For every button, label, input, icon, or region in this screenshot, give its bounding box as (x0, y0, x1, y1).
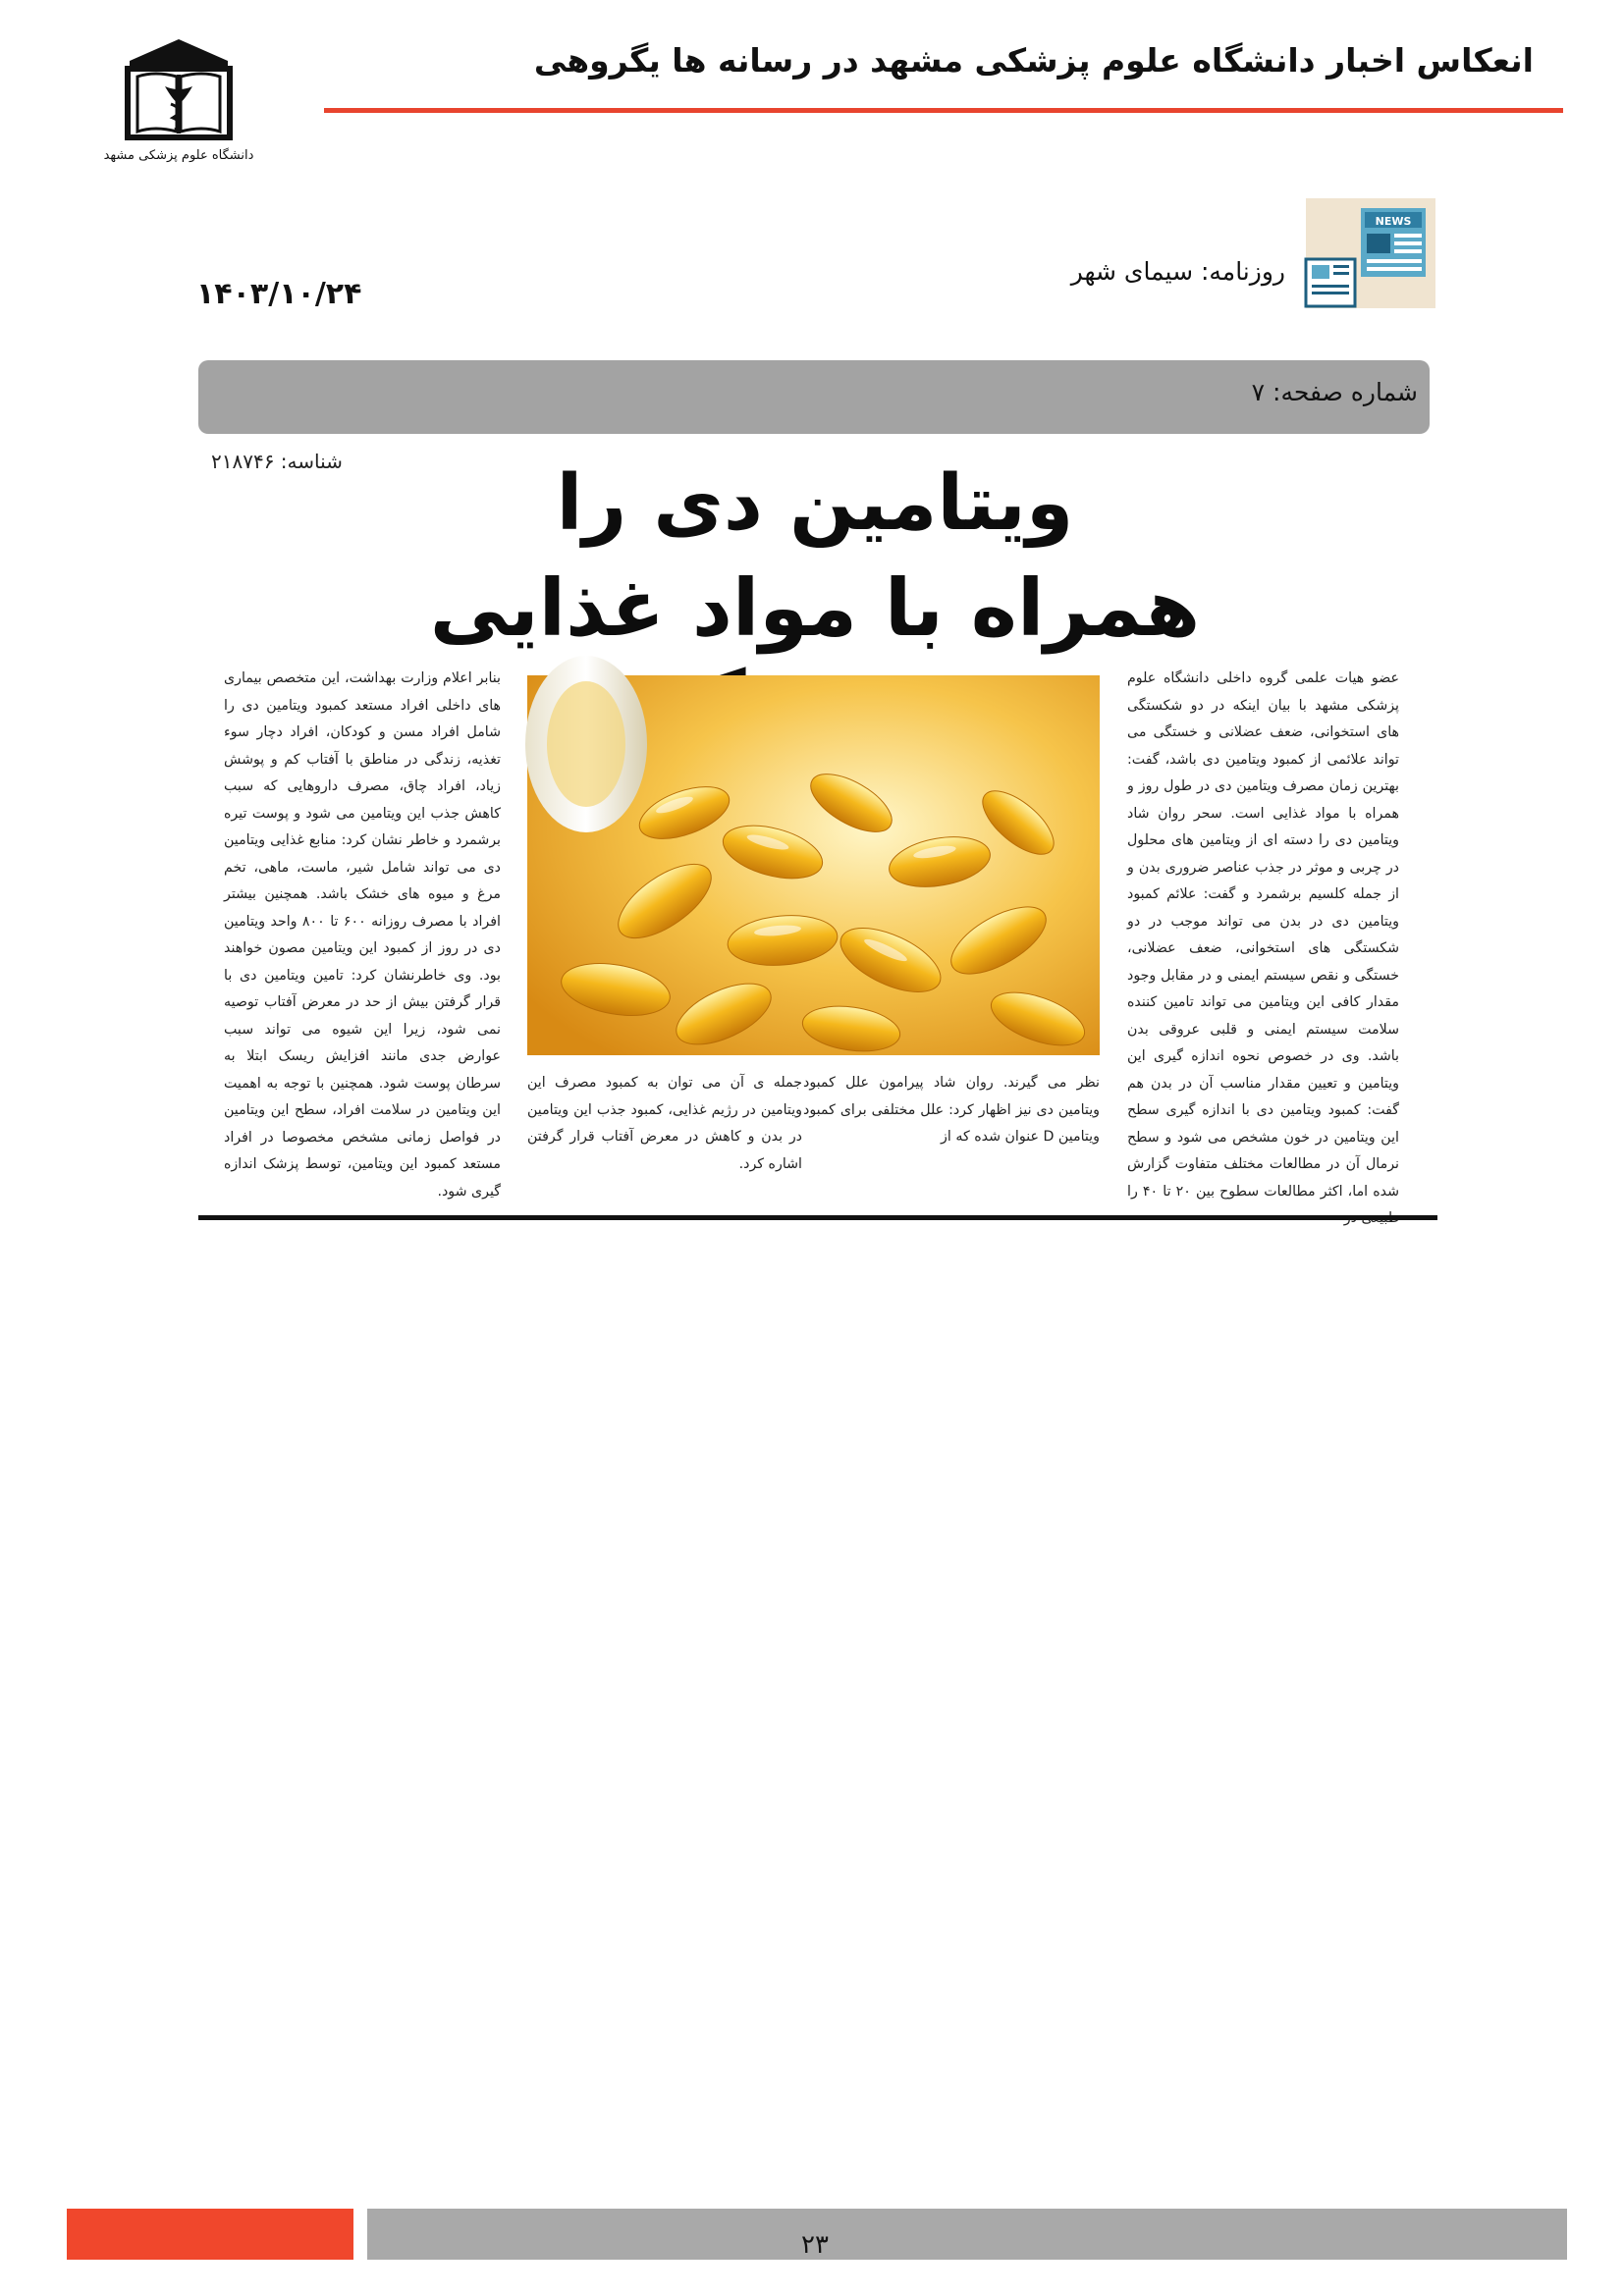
university-logo-icon (103, 35, 254, 169)
article-column-left: بنابر اعلام وزارت بهداشت، این متخصص بیماری های داخلی افراد مستعد کمبود ویتامین دی را شامل افراد مسن و کودکان، افراد دچار سوء تغذیه، زندگی در مناطق با آفتاب کم و پوشش زیاد، افراد چاق، مصرف داروهایی که سبب کاهش جذب این ویتامین می شود و پوست تیره برشمرد و خاطر نشان کرد: منابع غذایی ویتامین دی می تواند شامل شیر، ماست، ماهی، تخم مرغ و میوه های خشک باشد. همچنین بیشتر افراد با مصرف روزانه ۶۰۰ تا ۸۰۰ واحد ویتامین دی در روز از کمبود این ویتامین مصون خواهند بود. وی خاطرنشان کرد: تامین ویتامین دی با قرار گرفتن بیش از حد در معرض آفتاب توصیه نمی شود، زیرا این شیوه می تواند سبب عوارض جدی مانند افزایش ریسک ابتلا به سرطان پوست شود. همچنین با توجه به اهمیت این ویتامین در سلامت افراد، سطح این ویتامین در فواصل زمانی مشخص مخصوصا در افراد مستعد کمبود این ویتامین، توسط پزشک اندازه گیری شود. (224, 670, 501, 1200)
article-column-right: عضو هیات علمی گروه داخلی دانشگاه علوم پزشکی مشهد با بیان اینکه در دو شکستگی های استخوانی، ضعف عضلانی و خستگی می تواند علائمی از کمبود ویتامین دی باشد، گفت: بهترین زمان مصرف ویتامین دی در طول روز و همراه با مواد غذایی است. سحر روان شاد ویتامین دی را دسته ای از ویتامین های محلول در چربی و موثر در جذب عناصر ضروری بدن و از جمله کلسیم برشمرد و گفت: علائم کمبود ویتامین دی در بدن می تواند موجب در دو شکستگی های استخوانی، ضعف عضلانی، خستگی و نقص سیستم ایمنی و در مقابل وجود مقدار کافی این ویتامین می تواند تامین کننده سلامت سیستم ایمنی و قلبی عروقی بدن باشد. وی در خصوص نحوه اندازه گیری این ویتامین و تعیین مقدار مناسب آن در بدن هم گفت: کمبود ویتامین دی با اندازه گیری سطح این ویتامین در خون مشخص می شود و سطح نرمال آن در مطالعات مختلف متفاوت گزارش شده اما، اکثر مطالعات سطوح بین ۲۰ تا ۴۰ را (1127, 670, 1399, 1200)
article-column-middle-right: نظر می گیرند. روان شاد پیرامون علل کمبود ویتامین دی نیز اظهار کرد: علل مختلفی برای کمبود ویتامین D عنوان شده که از (803, 1075, 1100, 1145)
footer-accent-bar (67, 2209, 353, 2260)
news-badge: NEWS (1375, 215, 1412, 228)
vitamin-capsules-photo (527, 675, 1100, 1055)
newspaper-name: روزنامه: سیمای شهر (1070, 257, 1285, 286)
article-column-middle-left: جمله ی آن می توان به کمبود مصرف این ویتامین در رژیم غذایی، کمبود جذب این ویتامین در بدن و کاهش در معرض آفتاب قرار گرفتن اشاره کرد. (527, 1075, 802, 1172)
footer-page-number: ۲۳ (801, 2230, 829, 2260)
article-bottom-rule (198, 1215, 1437, 1220)
issue-date: ۱۴۰۳/۱۰/۲۴ (196, 277, 362, 311)
header-title: انعکاس اخبار دانشگاه علوم پزشکی مشهد در رسانه ها یگروهی (533, 41, 1534, 80)
headline-line-2: همراه با مواد غذایی (429, 562, 1201, 654)
header-rule (324, 108, 1563, 113)
headline-line-1: ویتامین دی را (556, 459, 1074, 548)
page-number: شماره صفحه: ۷ (1251, 378, 1418, 406)
page-number-bar (198, 360, 1430, 434)
newspaper-icon (1306, 198, 1435, 308)
logo-caption: دانشگاه علوم پزشکی مشهد (103, 148, 254, 163)
footer-bar (367, 2209, 1567, 2260)
article-id: شناسه: ۲۱۸۷۴۶ (211, 450, 343, 473)
